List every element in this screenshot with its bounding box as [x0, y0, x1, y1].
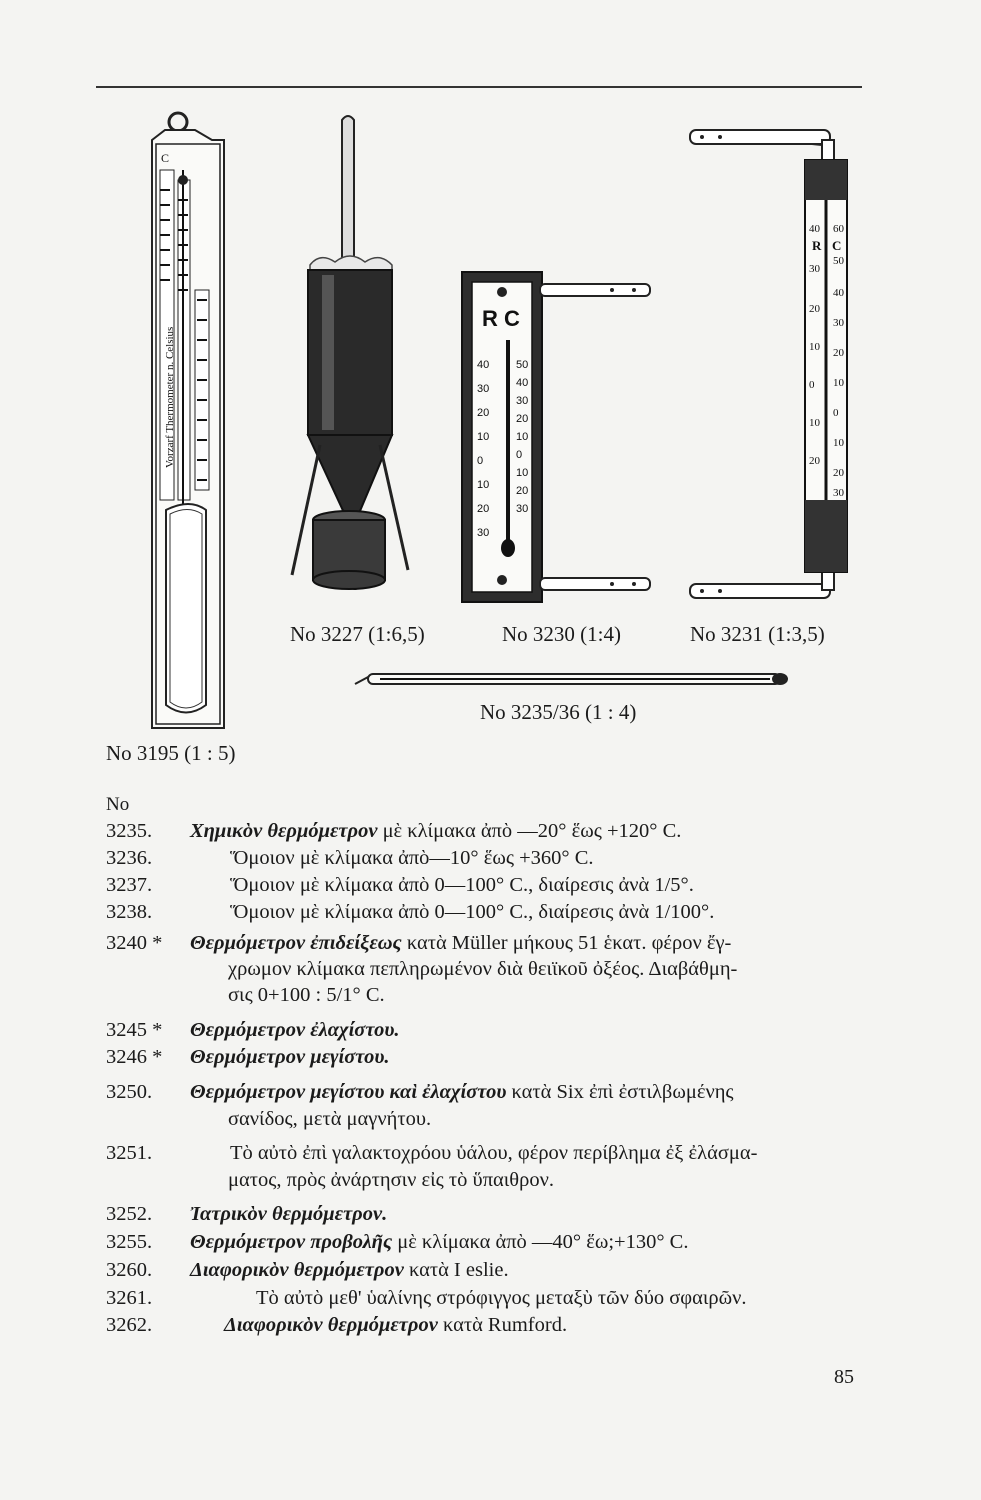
item-text: κατὰ I eslie. — [403, 1259, 509, 1281]
thermo-3230-left-tick: 10 — [477, 479, 490, 491]
item-number: 3236. — [106, 847, 153, 869]
item-text: Τὸ αὐτὸ μεθ' ὑαλίνης στρόφιγγος μεταξὺ τῶν δύο σφαιρῶν. — [256, 1287, 747, 1309]
item-number: 3246 * — [106, 1046, 163, 1068]
item-number: 3261. — [106, 1287, 153, 1309]
list-header: No — [106, 794, 130, 815]
thermo-3231-letter: R — [812, 238, 822, 253]
item-text: μὲ κλίμακα ἀπὸ —20° ἕως +120° C. — [377, 820, 682, 842]
thermo-3230-right-tick: 20 — [516, 485, 529, 497]
thermo-3230-right-tick: 10 — [516, 431, 529, 443]
item-title: Θερμόμετρον ἐπιδείξεως — [190, 932, 402, 954]
thermo-3231-right-tick: 20 — [833, 467, 844, 479]
thermo-3230-right-tick: 30 — [516, 503, 529, 515]
item-number: 3245 * — [106, 1019, 163, 1041]
item-text: Τὸ αὐτὸ ἐπὶ γαλακτοχρόου ὑάλου, φέρον περίβλημα ἐξ ἐλάσμα- — [230, 1142, 758, 1164]
item-text: ματος, πρὸς ἀνάρτησιν εἰς τὸ ὕπαιθρον. — [228, 1169, 554, 1191]
item-title: Θερμόμετρον ἐλαχίστου. — [190, 1019, 400, 1041]
item-text: Ὅμοιον μὲ κλίμακα ἀπὸ—10° ἕως +360° C. — [230, 847, 594, 869]
thermo-3230-brand: R C — [482, 306, 520, 331]
item-title: Θερμόμετρον μεγίστου. — [190, 1046, 390, 1068]
thermo-3231-right-tick: 20 — [833, 347, 844, 359]
thermo-3230-right-tick: 30 — [516, 395, 529, 407]
item-title: Θερμόμετρον προβολῆς — [190, 1231, 393, 1253]
item-text: Ὅμοιον μὲ κλίμακα ἀπὸ 0—100° C., διαίρεσις ἀνὰ 1/5°. — [230, 874, 694, 896]
thermo-3231-right-tick: 10 — [833, 437, 844, 449]
thermometer-3231 — [690, 130, 847, 598]
thermo-3231-left-tick: 30 — [809, 263, 820, 275]
thermometer-3235-36 — [355, 673, 788, 685]
thermo-3230-left-tick: 20 — [477, 407, 490, 419]
item-number: 3262. — [106, 1314, 153, 1336]
item-number: 3240 * — [106, 932, 163, 954]
item-title: Διαφορικὸν θερμόμετρον — [190, 1259, 404, 1281]
item-text: χρωμον κλίμακα πεπληρωμένον διὰ θειϊκοῦ ὀξέος. Διαβάθμη- — [228, 958, 738, 980]
page-number: 85 — [834, 1366, 854, 1388]
caption-3231: No 3231 (1:3,5) — [690, 622, 825, 646]
item-title: Θερμόμετρον μεγίστου καὶ ἐλαχίστου — [190, 1081, 507, 1103]
item-number: 3250. — [106, 1081, 153, 1103]
thermo-3230-left-tick: 40 — [477, 359, 490, 371]
thermo-3230-right-tick: 50 — [516, 359, 529, 371]
thermometer-3195 — [152, 113, 224, 728]
thermo-3231-right-tick: 50 — [833, 255, 844, 267]
item-text: κατὰ Rumford. — [437, 1314, 568, 1336]
item-text: Ὅμοιον μὲ κλίμακα ἀπὸ 0—100° C., διαίρεσις ἀνὰ 1/100°. — [230, 901, 715, 923]
thermo-3231-left-tick: 20 — [809, 303, 820, 315]
item-text: μὲ κλίμακα ἀπὸ —40° ἕω;+130° C. — [392, 1231, 689, 1253]
thermo-3231-letter: C — [832, 238, 842, 253]
thermo-3231-right-tick: 60 — [833, 223, 844, 235]
caption-3230: No 3230 (1:4) — [502, 622, 621, 646]
item-text: κατὰ Six ἐπὶ ἐστιλβωμένης — [506, 1081, 734, 1103]
thermo-3231-right-tick: 10 — [833, 377, 844, 389]
item-number: 3251. — [106, 1142, 153, 1164]
item-title: Ἰατρικὸν θερμόμετρον. — [190, 1203, 388, 1225]
thermo-3231-left-tick: 20 — [809, 455, 820, 467]
caption-3227: No 3227 (1:6,5) — [290, 622, 425, 646]
thermo-3195-c-letter: C — [161, 151, 170, 165]
thermo-3230-left-tick: 0 — [477, 455, 484, 467]
thermo-3231-left-tick: 10 — [809, 417, 820, 429]
thermo-3231-left-tick: 10 — [809, 341, 820, 353]
thermo-3231-right-tick: 40 — [833, 287, 844, 299]
thermo-3230-left-tick: 30 — [477, 383, 490, 395]
thermo-3231-right-tick: 30 — [833, 317, 844, 329]
item-title: Χημικὸν θερμόμετρον — [190, 820, 378, 842]
item-number: 3260. — [106, 1259, 153, 1281]
thermo-3230-right-tick: 40 — [516, 377, 529, 389]
thermo-3195-maker-label: Vorzarf Thermometer n. Celsius — [164, 326, 176, 468]
item-text: σις 0+100 : 5/1° C. — [228, 984, 385, 1006]
thermo-3231-right-tick: 0 — [833, 407, 839, 419]
item-number: 3235. — [106, 820, 153, 842]
caption-3195: No 3195 (1 : 5) — [106, 741, 236, 765]
thermo-3230-right-tick: 0 — [516, 449, 523, 461]
thermo-3231-left-tick: 40 — [809, 223, 820, 235]
item-number: 3255. — [106, 1231, 153, 1253]
thermo-3231-right-tick: 30 — [833, 487, 844, 499]
item-title: Διαφορικὸν θερμόμετρον — [224, 1314, 438, 1336]
thermo-3230-right-tick: 10 — [516, 467, 529, 479]
item-number: 3252. — [106, 1203, 153, 1225]
thermo-3231-left-tick: 0 — [809, 379, 815, 391]
item-text: σανίδος, μετὰ μαγνήτου. — [228, 1108, 432, 1130]
thermometer-3227 — [292, 116, 408, 590]
item-text: κατὰ Müller μήκους 51 ἑκατ. φέρον ἔγ- — [401, 932, 732, 954]
caption-3235-36: No 3235/36 (1 : 4) — [480, 700, 637, 724]
item-number: 3238. — [106, 901, 153, 923]
thermo-3230-left-tick: 10 — [477, 431, 490, 443]
thermo-3230-left-tick: 30 — [477, 527, 490, 539]
thermo-3230-left-tick: 20 — [477, 503, 490, 515]
thermo-3230-right-tick: 20 — [516, 413, 529, 425]
item-number: 3237. — [106, 874, 153, 896]
